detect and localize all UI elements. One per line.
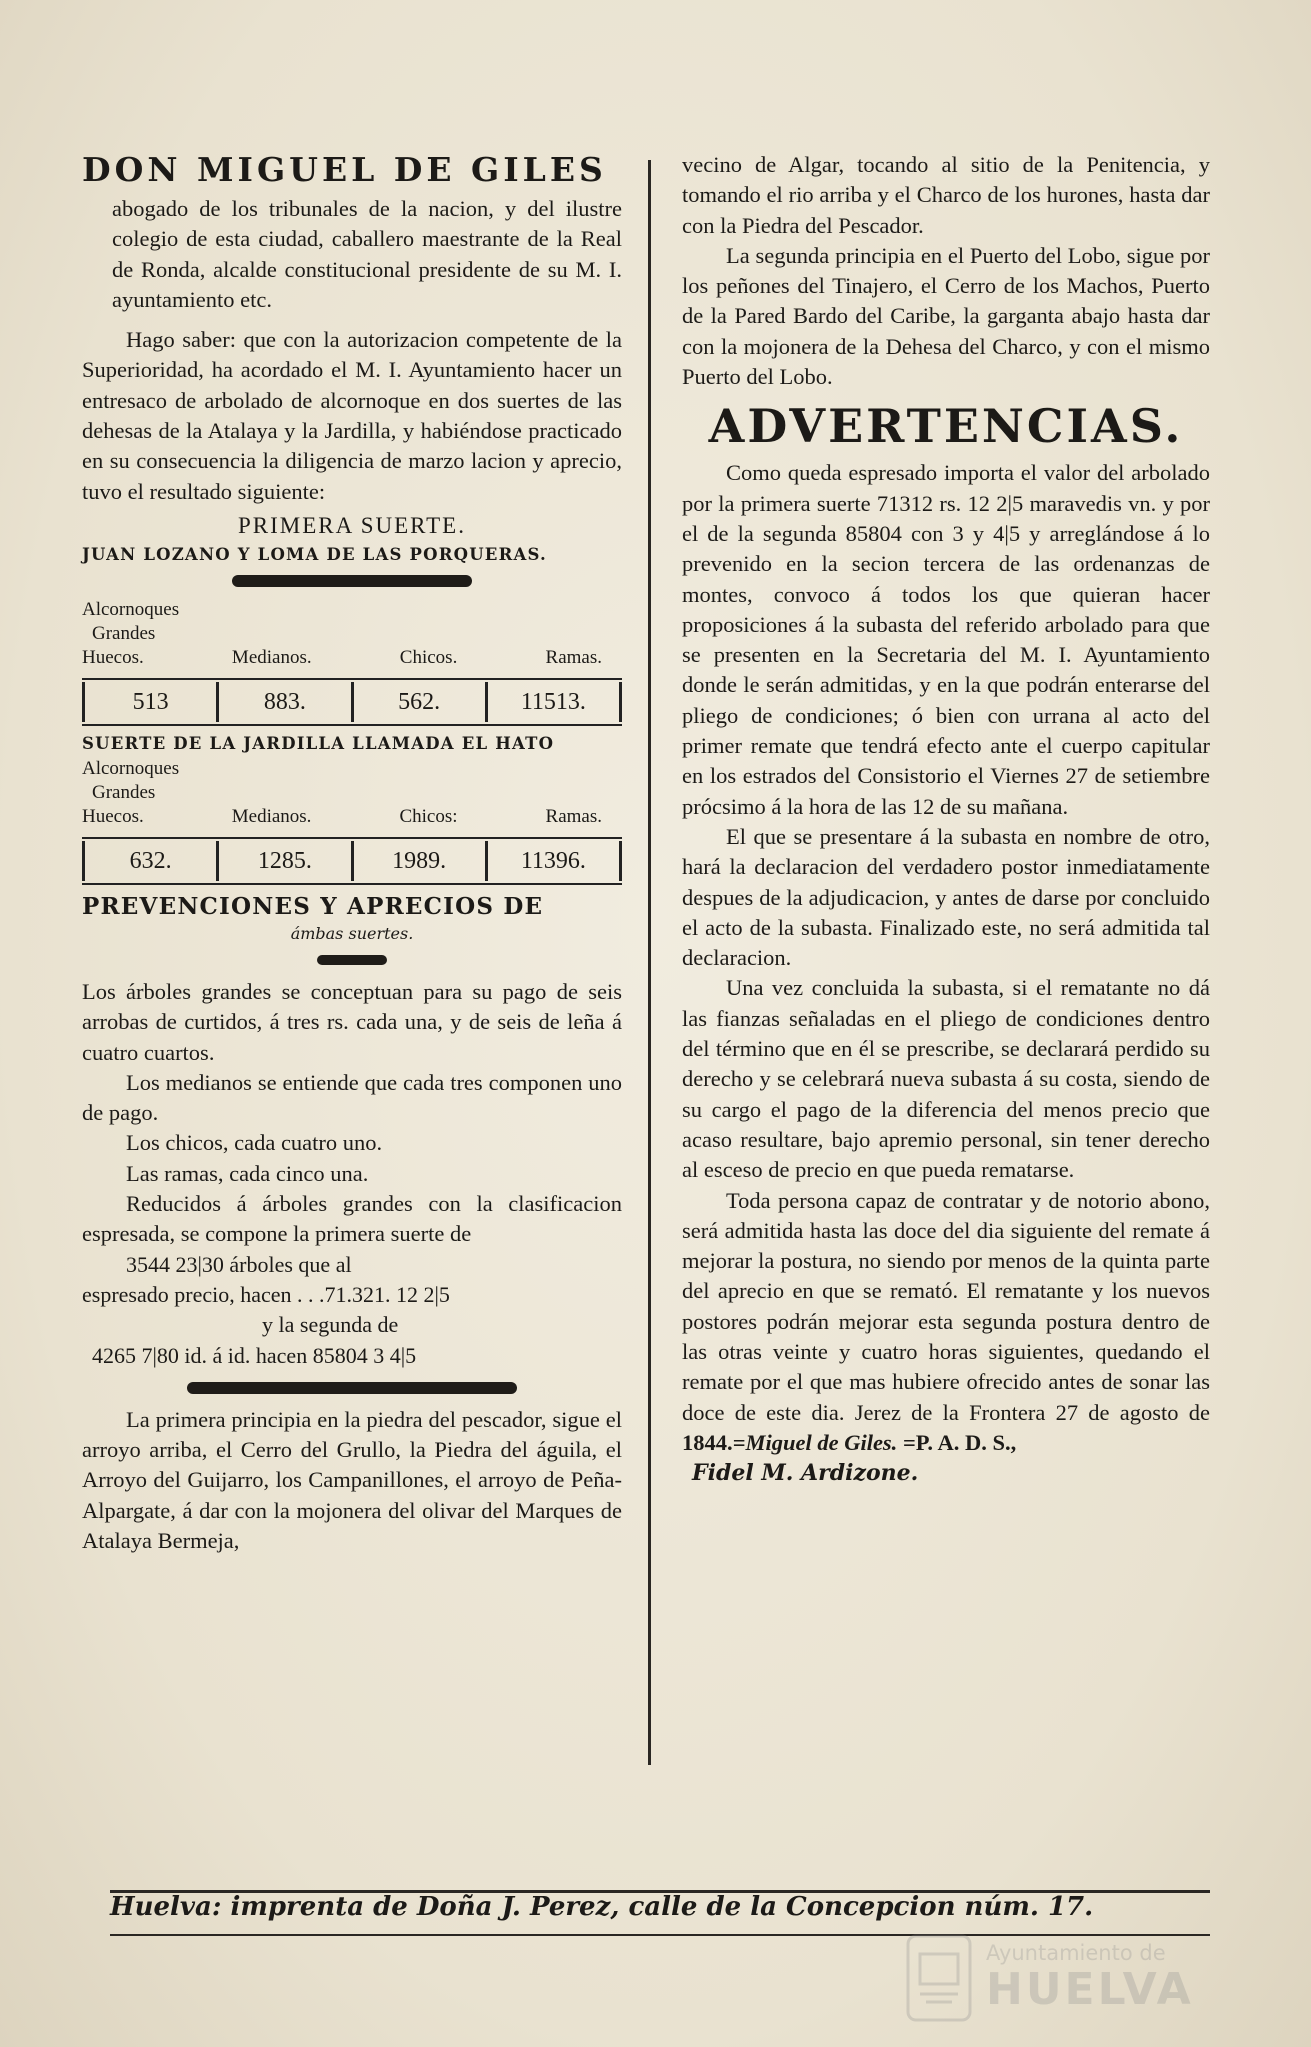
suerte2-location: SUERTE DE LA JARDILLA LLAMADA EL HATO bbox=[82, 733, 555, 753]
watermark-line1: Ayuntamiento de bbox=[986, 1941, 1166, 1965]
column-divider bbox=[648, 160, 651, 1765]
advertencia-3: Una vez concluida la subasta, si el rematante no dá las fianzas señaladas en el pliego de condiciones dentro del término que en él se prescribe, se declarará perdido su derecho y se celebrará nueva subasta á su costa, siendo de su cargo el pago de la diferencia del menos precio que acaso resultare, bajo apremio personal, sin tener derecho al esceso de precio en que pueda rematarse. bbox=[682, 975, 1210, 1183]
paragraph-medianos: Los medianos se entiende que cada tres componen uno de pago. bbox=[82, 1069, 622, 1126]
table1-col-medianos: Medianos. bbox=[231, 646, 312, 668]
table1-header bbox=[82, 598, 622, 670]
printer-footer: Huelva: imprenta de Doña J. Perez, calle de la Concepcion núm. 17. bbox=[110, 1892, 1094, 1922]
ornament-divider bbox=[82, 1377, 622, 1399]
table2-col-ramas: Ramas. bbox=[545, 805, 602, 827]
paragraph-vecino-algar: vecino de Algar, tocando al sitio de la Penitencia, y tomando el rio arriba y el Charco de los hurones, hasta dar con la Piedra del Pescador. bbox=[682, 152, 1210, 238]
table2-header bbox=[82, 757, 622, 829]
table1-values bbox=[82, 678, 622, 726]
date-year: 1844. bbox=[682, 1429, 733, 1455]
table2-value-huecos: 632. bbox=[82, 841, 216, 881]
calc-line-1a: 3544 23|30 árboles que al bbox=[126, 1251, 352, 1277]
paragraph-reducidos: Reducidos á árboles grandes con la clasificacion espresada, se compone la primera suerte de bbox=[82, 1191, 622, 1247]
signature-miguel-giles: =Miguel de Giles. bbox=[732, 1429, 898, 1455]
table2-col-medianos: Medianos. bbox=[231, 805, 312, 827]
ayuntamiento-watermark bbox=[904, 1928, 1244, 2028]
prevenciones-heading: PREVENCIONES Y APRECIOS DE bbox=[82, 892, 544, 920]
table2-head-alcornoques: Alcornoques bbox=[82, 757, 180, 779]
table1-col-ramas: Ramas. bbox=[545, 646, 602, 668]
table2-value-ramas: 11396. bbox=[485, 841, 622, 881]
paragraph-segunda-principia: La segunda principia en el Puerto del Lobo, sigue por los peñones del Tinajero, el Cerro de los Machos, Puerto de la Pared Bardo del Caribe, la garganta abajo hasta dar con la mojonera de la Dehesa del Charco, y con el mismo Puerto del Lobo. bbox=[682, 242, 1210, 390]
advertencia-2: El que se presentare á la subasta en nombre de otro, hará la declaracion del verdadero postor inmediatamente despues de la adjudicacion, y antes de darse por concluido el acto de la subasta. Finalizado este, no será admitida tal declaracion. bbox=[682, 823, 1210, 971]
paragraph-arboles-grandes: Los árboles grandes se conceptuan para su pago de seis arrobas de curtidos, á tres rs. cada una, y de seis de leña á cuatro cuartos. bbox=[82, 978, 622, 1065]
table1-col-huecos: Huecos. bbox=[82, 646, 144, 668]
prevenciones-subheading: ámbas suertes. bbox=[290, 923, 414, 943]
signature-fidel-ardizone: Fidel M. Ardizone. bbox=[692, 1460, 919, 1487]
paragraph-primera-principia: La primera principia en la piedra del pescador, sigue el arroyo arriba, el Cerro del Grullo, la Piedra del águila, el Arroyo del Guijarro, los Campanillones, el arroyo de Peña-Alpargate, á dar con la mojonera del olivar del Marques de Atalaya Bermeja, bbox=[82, 1406, 622, 1554]
table2-col-huecos: Huecos. bbox=[82, 805, 144, 827]
signature-pads: =P. A. D. S., bbox=[902, 1429, 1017, 1455]
table2-values bbox=[82, 837, 622, 885]
table1-col-chicos: Chicos. bbox=[399, 646, 458, 668]
intro-paragraph: Hago saber: que con la autorizacion competente de la Superioridad, ha acordado el M. I. Ayuntamiento hacer un entresaco de arbolado de alcornoque en dos suertes de las dehesas de la Atalaya y la Jardilla, y habiéndose practicado en su consecuencia la diligencia de marzo lacion y aprecio, tuvo el resultado siguiente: bbox=[82, 327, 622, 504]
left-column bbox=[82, 150, 622, 1556]
advertencia-4-text: Toda persona capaz de contratar y de notorio abono, será admitida hasta las doce del dia siguiente del remate á mejorar la postura, no siendo por menos de la quinta parte del aprecio en que se remató. El rematante y los nuevos postores podrán mejorar esta segunda postura dentro de las otras veinte y cuatro horas siguientes, quedando el remate por el que mas hubiere ofrecido antes de sonar las doce de este dia. Jerez de la Frontera 27 de agosto de bbox=[682, 1187, 1210, 1425]
ornament-divider bbox=[82, 570, 622, 592]
watermark-line2: HUELVA bbox=[986, 1964, 1194, 2015]
suerte1-location: JUAN LOZANO Y LOMA DE LAS PORQUERAS. bbox=[82, 544, 547, 564]
calc-line-2b: 4265 7|80 id. á id. hacen 85804 3 4|5 bbox=[92, 1342, 417, 1368]
advertencias-heading: ADVERTENCIAS. bbox=[708, 399, 1184, 454]
right-column bbox=[682, 150, 1210, 1488]
table2-col-chicos: Chicos: bbox=[399, 805, 458, 827]
table1-value-huecos: 513 bbox=[82, 682, 216, 722]
paragraph-chicos: Los chicos, cada cuatro uno. bbox=[126, 1130, 383, 1156]
calc-line-1b: espresado precio, hacen . . .71.321. 12 2|5 bbox=[82, 1281, 450, 1307]
advertencia-1: Como queda espresado importa el valor del arbolado por la primera suerte 71312 rs. 12 2|5 maravedis vn. y por el de la segunda 85804 con 3 y 4|5 y arreglándose á lo prevenido en la secion tercera de las ordenanzas de montes, convoco á todos los que quieran hacer proposiciones á la subasta del referido arbolado para que se presenten en la Secretaria del M. I. Ayuntamiento donde le serán admitidas, y en la que podrán enterarse del pliego de condiciones; ó bien con urrana al acto del primer remate que tendrá efecto ante el cuerpo capitular en los estrados del Consistorio el Viernes 27 de setiembre prócsimo á la hora de las 12 de su mañana. bbox=[682, 460, 1210, 819]
title-credentials: abogado de los tribunales de la nacion, y del ilustre colegio de esta ciudad, caballero maestrante de la Real de Ronda, alcalde constitucional presidente de su M. I. ayuntamiento etc. bbox=[112, 196, 622, 312]
table1-value-ramas: 11513. bbox=[485, 682, 622, 722]
page-title: DON MIGUEL DE GILES bbox=[82, 150, 607, 189]
table2-value-chicos: 1989. bbox=[351, 841, 485, 881]
advertencia-4 bbox=[682, 1186, 1210, 1459]
huelva-crest-icon bbox=[904, 1932, 974, 2024]
table2-value-medianos: 1285. bbox=[216, 841, 350, 881]
ornament-divider bbox=[82, 949, 622, 971]
table1-head-alcornoques: Alcornoques bbox=[82, 598, 180, 620]
table1-value-medianos: 883. bbox=[216, 682, 350, 722]
paragraph-ramas: Las ramas, cada cinco una. bbox=[126, 1160, 369, 1186]
calc-line-2a: y la segunda de bbox=[262, 1312, 399, 1338]
table1-head-grandes: Grandes bbox=[92, 622, 156, 644]
primera-suerte-heading: PRIMERA SUERTE. bbox=[238, 512, 466, 538]
table1-value-chicos: 562. bbox=[351, 682, 485, 722]
table2-head-grandes: Grandes bbox=[92, 781, 156, 803]
